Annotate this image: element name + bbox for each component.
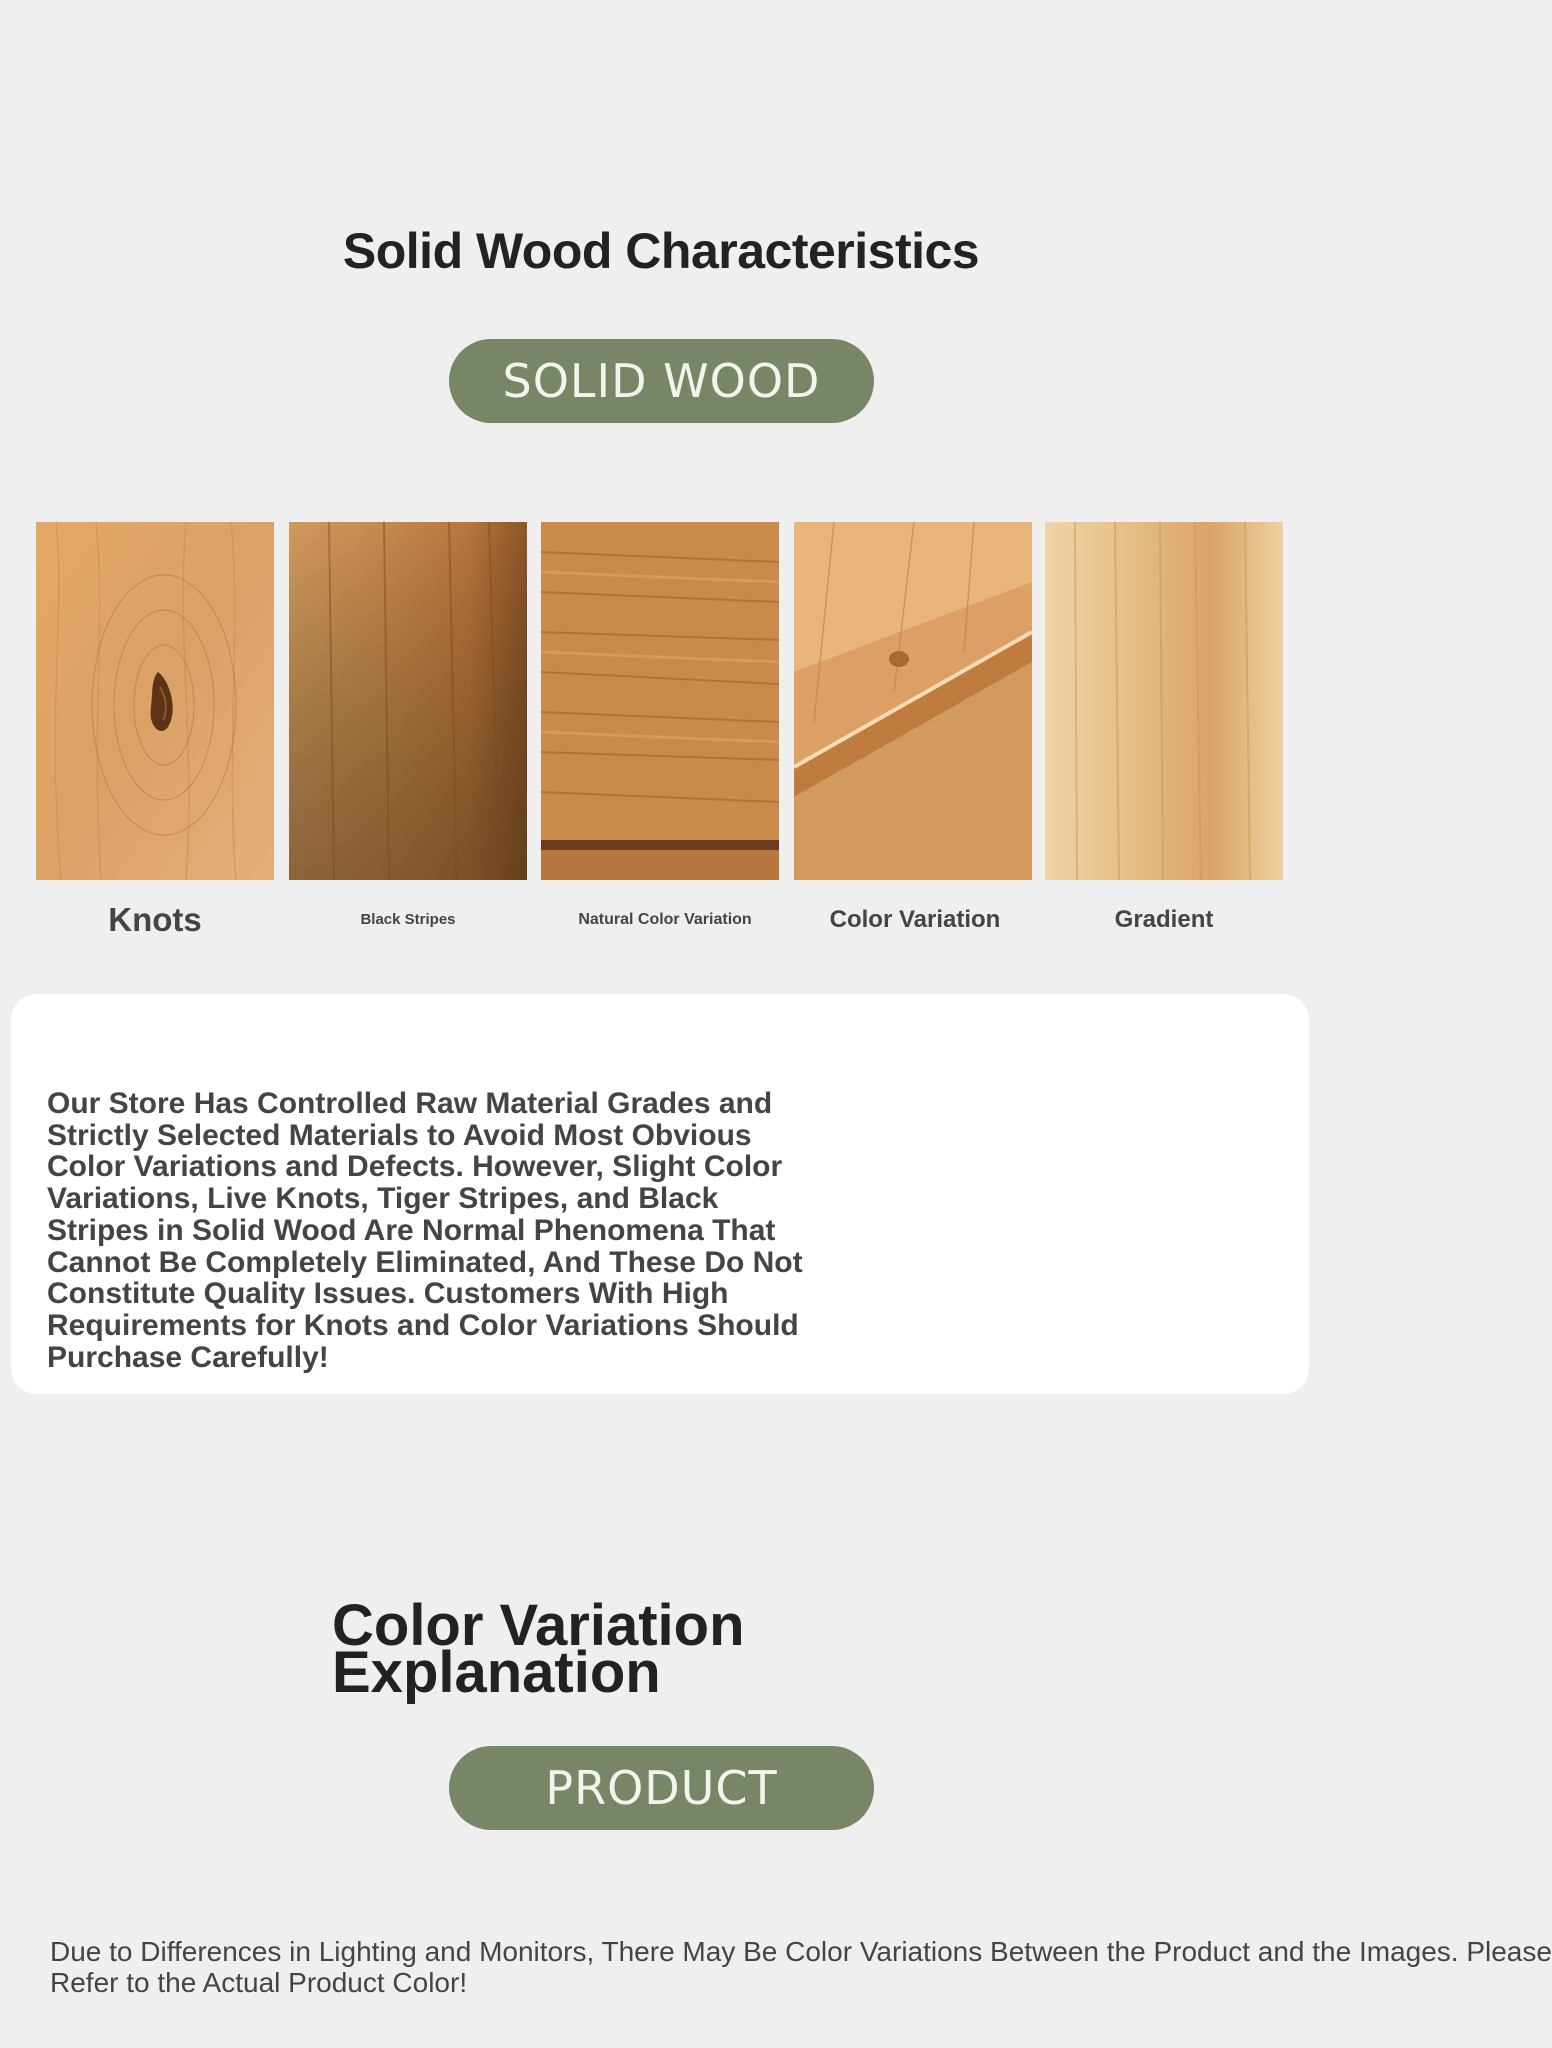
swatch-label-black-stripes: Black Stripes xyxy=(360,911,456,928)
color-disclaimer-line-2: Refer to the Actual Product Color! xyxy=(50,1967,468,1998)
wood-black-stripes-swatch xyxy=(289,522,527,880)
section-title-line-1: Color Variation xyxy=(332,1593,745,1658)
wood-gradient-swatch xyxy=(1045,522,1283,880)
product-badge: PRODUCT xyxy=(449,1746,874,1830)
swatch-label-gradient: Gradient xyxy=(1114,906,1214,933)
swatch-label-natural-color-variation: Natural Color Variation xyxy=(578,911,752,928)
section-title-color-variation xyxy=(332,1593,1032,1705)
section-title-solid-wood: Solid Wood Characteristics xyxy=(342,223,980,279)
swatch-label-color-variation: Color Variation xyxy=(829,906,1001,933)
solid-wood-badge: SOLID WOOD xyxy=(449,339,874,423)
color-disclaimer-line-1: Due to Differences in Lighting and Monitors, There May Be Color Variations Between the Product and the Images. Please xyxy=(50,1936,1552,1967)
wood-natural-variation-swatch xyxy=(541,522,779,880)
section-title-line-2: Explanation xyxy=(332,1640,661,1705)
wood-knot-swatch xyxy=(36,522,274,880)
wood-color-variation-swatch xyxy=(794,522,1032,880)
color-disclaimer-text xyxy=(50,1936,1552,1998)
quality-notice-text: Our Store Has Controlled Raw Material Grades and Strictly Selected Materials to Avoid Most Obvious Color Variations and Defects. However, Slight Color Variations, Live Knots, Tiger Stripes, and Black Stripes in Solid Wood Are Normal Phenomena That Cannot Be Completely Eliminated, And These Do Not Constitute Quality Issues. Customers With High Requirements for Knots and Color Variations Should Purchase Carefully! xyxy=(47,1087,803,1374)
swatch-label-knots: Knots xyxy=(108,901,202,938)
